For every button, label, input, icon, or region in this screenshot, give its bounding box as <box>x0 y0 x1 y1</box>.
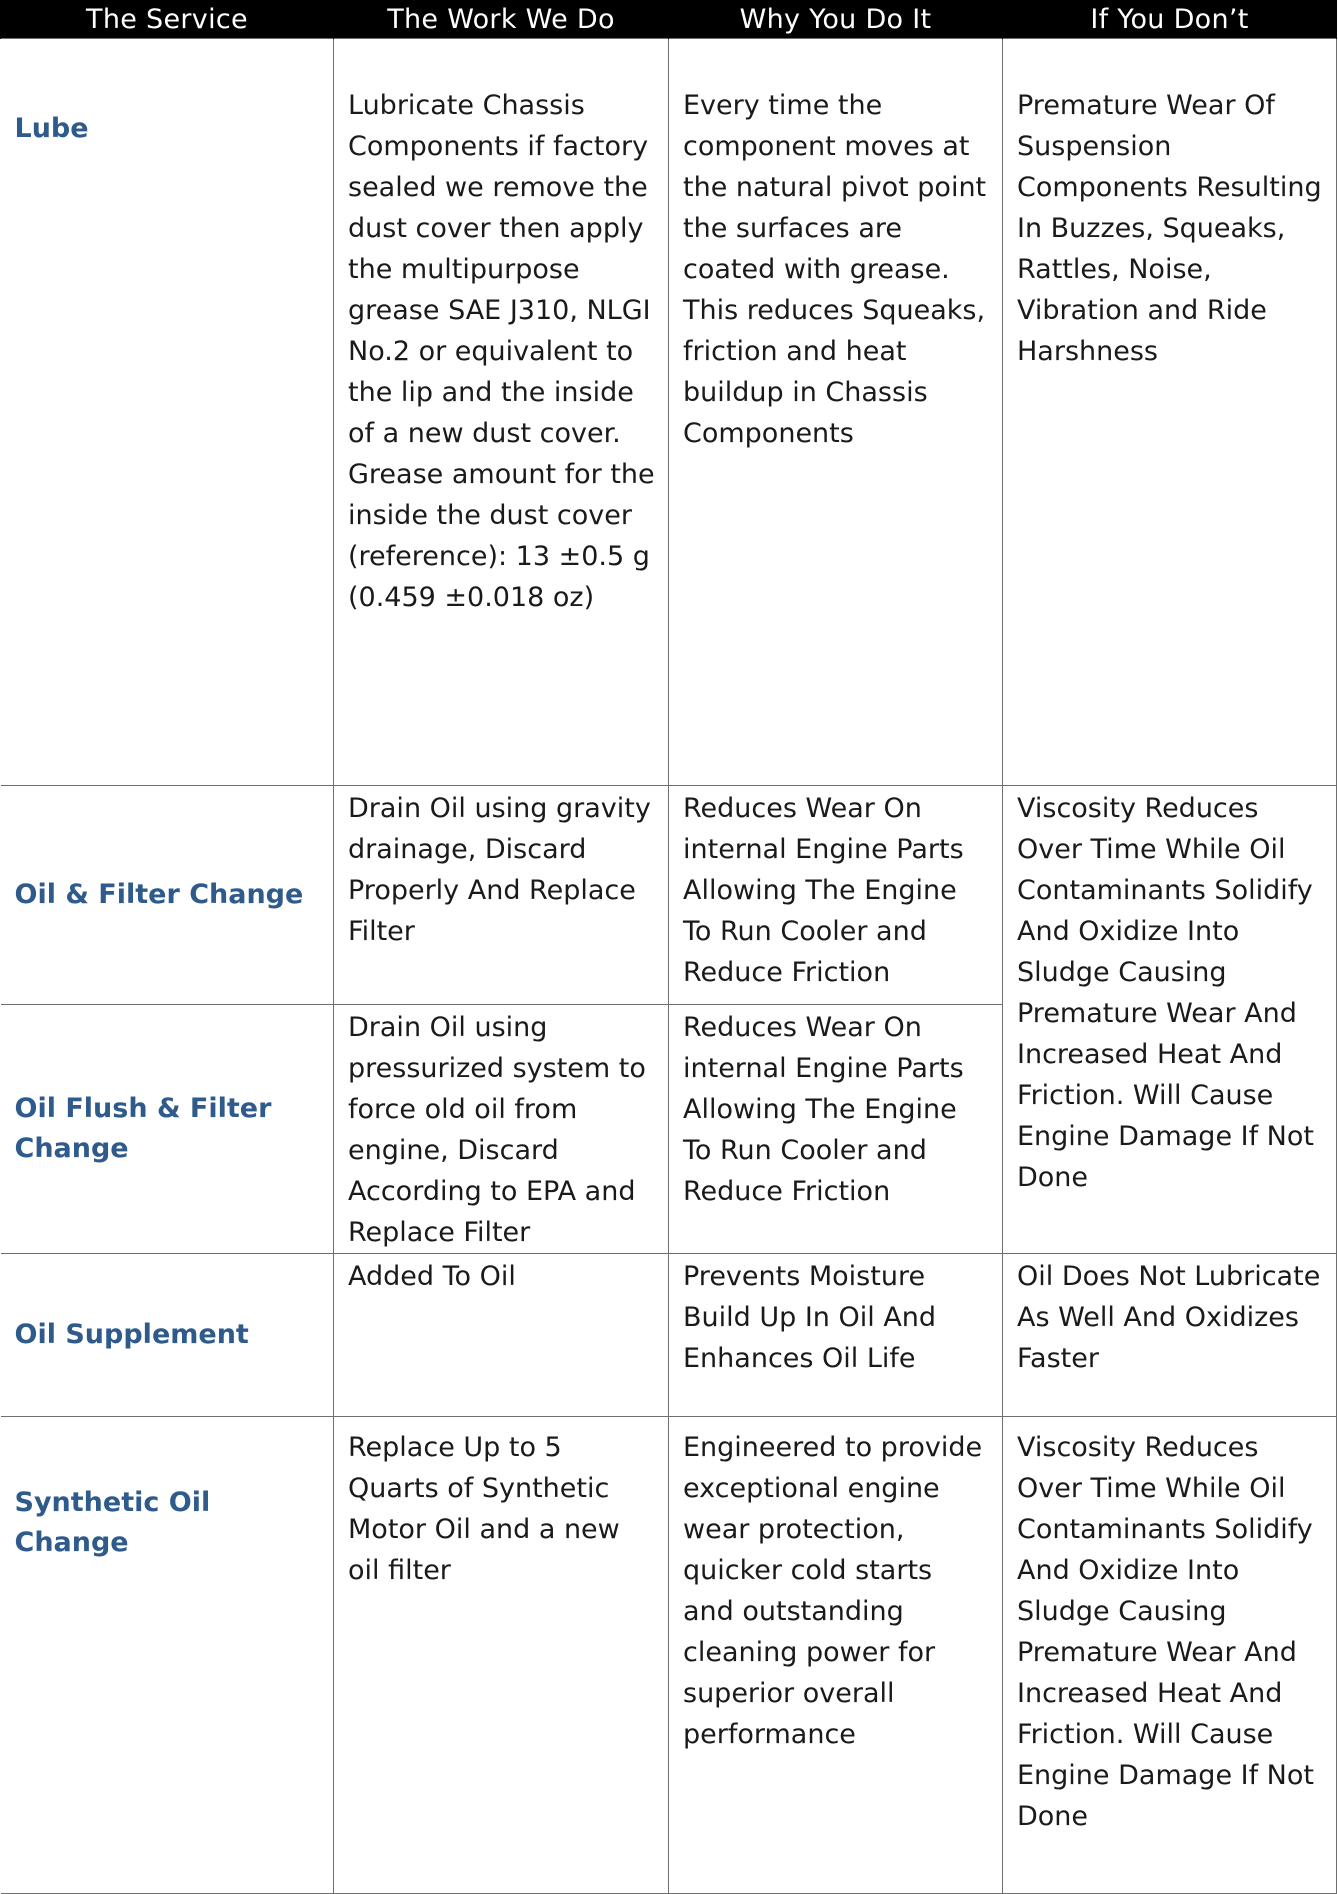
service-name: Oil Flush & Filter Change <box>1 1005 334 1254</box>
why-cell: Engineered to provide exceptional engine wear protection, quicker cold starts and outstanding cleaning power for superior overall performance <box>669 1417 1003 1894</box>
why-cell: Reduces Wear On internal Engine Parts Allowing The Engine To Run Cooler and Reduce Friction <box>669 786 1003 1005</box>
table-row <box>1 39 1337 786</box>
service-name: Oil Supplement <box>1 1254 334 1417</box>
table-row <box>1 1254 1337 1417</box>
why-cell: Every time the component moves at the natural pivot point the surfaces are coated with grease. This reduces Squeaks, friction and heat buildup in Chassis Components <box>669 39 1003 786</box>
work-cell: Added To Oil <box>334 1254 669 1417</box>
work-cell: Lubricate Chassis Components if factory sealed we remove the dust cover then apply the multipurpose grease SAE J310, NLGI No.2 or equivalent to the lip and the inside of a new dust cover. Grease amount for the inside the dust cover (reference): 13 ±0.5 g (0.459 ±0.018 oz) <box>334 39 669 786</box>
header-dont: If You Don’t <box>1003 0 1337 39</box>
header-row <box>1 0 1337 39</box>
header-why: Why You Do It <box>669 0 1003 39</box>
service-name: Oil & Filter Change <box>1 786 334 1005</box>
work-cell: Replace Up to 5 Quarts of Synthetic Motor Oil and a new oil filter <box>334 1417 669 1894</box>
dont-cell: Viscosity Reduces Over Time While Oil Contaminants Solidify And Oxidize Into Sludge Causing Premature Wear And Increased Heat And Friction. Will Cause Engine Damage If Not Done <box>1003 786 1337 1254</box>
why-cell: Prevents Moisture Build Up In Oil And Enhances Oil Life <box>669 1254 1003 1417</box>
dont-cell: Oil Does Not Lubricate As Well And Oxidizes Faster <box>1003 1254 1337 1417</box>
work-cell: Drain Oil using pressurized system to force old oil from engine, Discard According to EPA and Replace Filter <box>334 1005 669 1254</box>
dont-cell: Viscosity Reduces Over Time While Oil Contaminants Solidify And Oxidize Into Sludge Causing Premature Wear And Increased Heat And Friction. Will Cause Engine Damage If Not Done <box>1003 1417 1337 1894</box>
work-cell: Drain Oil using gravity drainage, Discard Properly And Replace Filter <box>334 786 669 1005</box>
table-row <box>1 1417 1337 1894</box>
table-row <box>1 786 1337 1005</box>
why-cell: Reduces Wear On internal Engine Parts Allowing The Engine To Run Cooler and Reduce Friction <box>669 1005 1003 1254</box>
dont-cell: Premature Wear Of Suspension Components Resulting In Buzzes, Squeaks, Rattles, Noise, Vibration and Ride Harshness <box>1003 39 1337 786</box>
service-name: Synthetic Oil Change <box>1 1417 334 1894</box>
header-service: The Service <box>1 0 334 39</box>
service-name: Lube <box>1 39 334 786</box>
header-work: The Work We Do <box>334 0 669 39</box>
